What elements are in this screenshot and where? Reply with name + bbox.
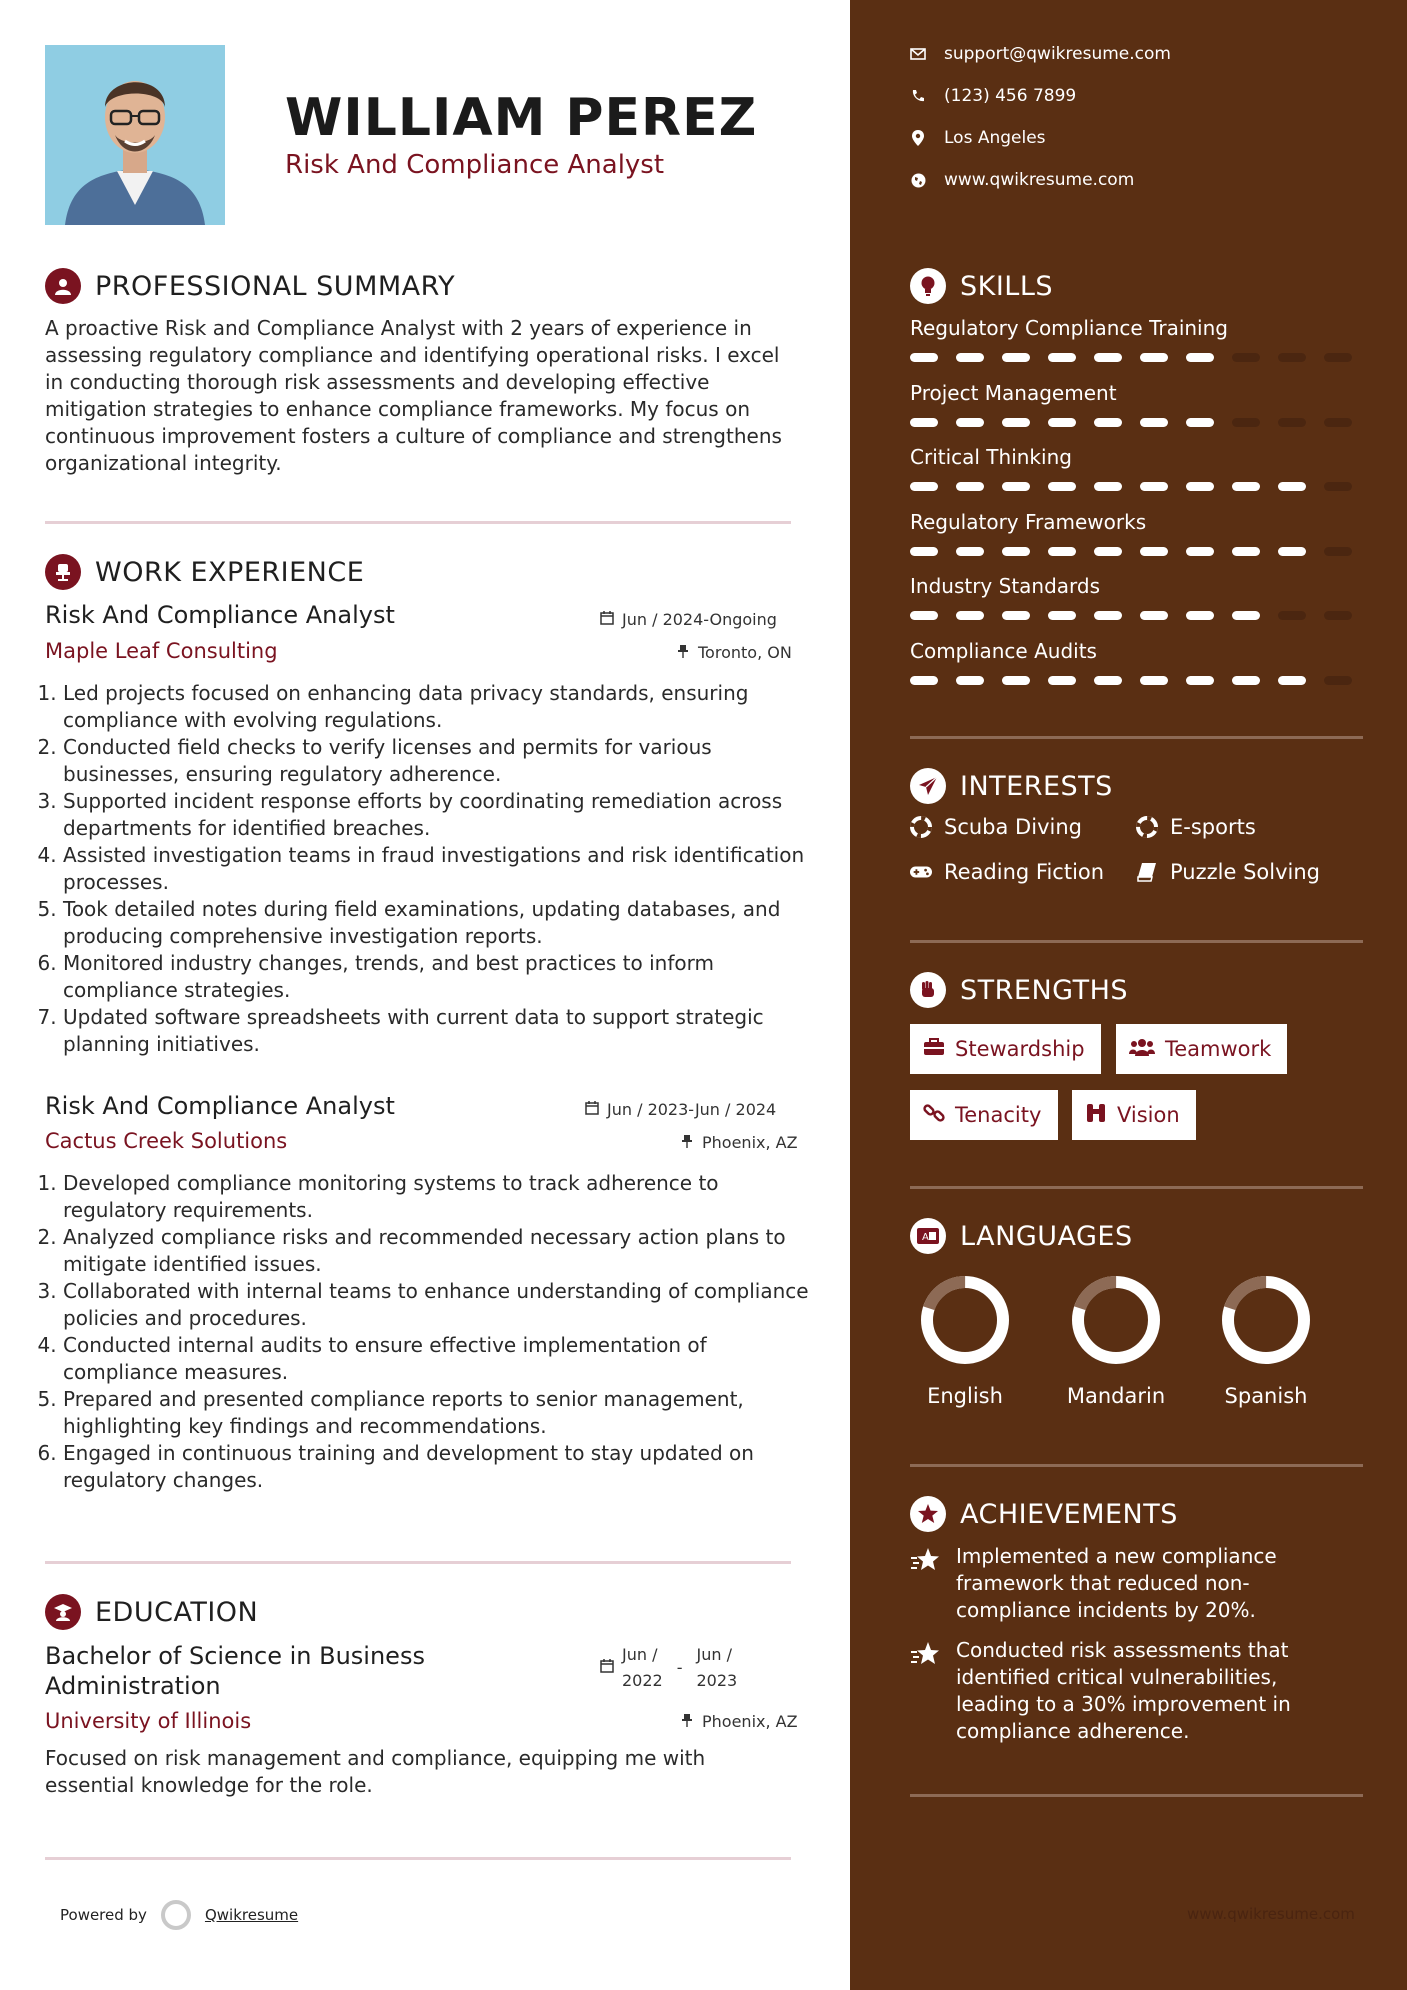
skill-level-dash: [1094, 482, 1122, 491]
location-text: Los Angeles: [944, 128, 1046, 148]
skill-level-dash: [1324, 353, 1352, 362]
skill-level-dash: [1324, 611, 1352, 620]
skill-level-dash: [1048, 547, 1076, 556]
experience-heading-text: WORK EXPERIENCE: [95, 556, 365, 588]
skill-level-dash: [910, 547, 938, 556]
skill-level-dash: [1186, 482, 1214, 491]
skill-level-dash: [956, 611, 984, 620]
star-badge-icon: [910, 1496, 946, 1532]
skill-level-dash: [1324, 418, 1352, 427]
skill-level-dash: [1048, 418, 1076, 427]
duty-item: 5. Prepared and presented compliance reports to senior management, highlighting key findings and recommendations.: [63, 1386, 813, 1440]
strength-label: Tenacity: [955, 1103, 1042, 1127]
envelope-icon: [910, 46, 926, 62]
interest-label: Puzzle Solving: [1170, 860, 1320, 884]
interest-item: [1136, 860, 1320, 884]
job-location-text: Toronto, ON: [698, 643, 792, 662]
qwikresume-logo-icon: [161, 1900, 191, 1930]
link-icon: [923, 1102, 945, 1129]
skill-level-dash: [1002, 418, 1030, 427]
job-dates-text: Jun / 2023-Jun / 2024: [607, 1100, 777, 1119]
language-level-ring: [1218, 1272, 1314, 1368]
skill-level-dash: [1324, 482, 1352, 491]
users-icon: [1129, 1037, 1155, 1061]
star-icon: [910, 1639, 940, 1669]
skill-level-dash: [1324, 547, 1352, 556]
languages-heading-text: LANGUAGES: [960, 1220, 1133, 1252]
calendar-icon: [600, 610, 614, 629]
skill-level-dash: [1278, 611, 1306, 620]
skill-level-bar: [910, 353, 1352, 362]
skill-level-dash: [910, 611, 938, 620]
job-duties: [45, 680, 813, 1058]
candidate-name: WILLIAM PEREZ: [285, 88, 758, 148]
duty-item: 2. Analyzed compliance risks and recommended necessary action plans to mitigate identified issues.: [63, 1224, 813, 1278]
skill-level-dash: [956, 547, 984, 556]
skill-level-dash: [1278, 676, 1306, 685]
duty-item: 6. Engaged in continuous training and development to stay updated on regulatory changes.: [63, 1440, 813, 1494]
skill-level-dash: [910, 482, 938, 491]
skill-level-dash: [1278, 547, 1306, 556]
job-location: [676, 643, 792, 662]
strength-chip: [1116, 1024, 1287, 1074]
fist-icon: [910, 972, 946, 1008]
skill-level-dash: [1232, 547, 1260, 556]
pin-icon: [680, 1133, 694, 1152]
degree: [45, 1641, 425, 1701]
skill-level-bar: [910, 482, 1352, 491]
skill-level-dash: [1186, 611, 1214, 620]
skill-level-dash: [956, 418, 984, 427]
skill-level-dash: [1002, 676, 1030, 685]
gamepad-icon: [910, 861, 932, 883]
skill-level-dash: [1140, 418, 1168, 427]
skill-level-dash: [1186, 353, 1214, 362]
divider: [45, 1561, 791, 1564]
strength-label: Teamwork: [1165, 1037, 1272, 1061]
binoculars-icon: [1085, 1103, 1107, 1128]
education-end-month: Jun /: [696, 1645, 732, 1664]
education-heading-text: EDUCATION: [95, 1596, 259, 1628]
pin-icon: [676, 643, 690, 662]
job-location: [680, 1133, 798, 1152]
website-text[interactable]: www.qwikresume.com: [944, 170, 1135, 190]
skill-level-bar: [910, 611, 1352, 620]
skill-level-dash: [1094, 676, 1122, 685]
skill-level-dash: [1232, 482, 1260, 491]
skill-level-dash: [1002, 611, 1030, 620]
skill-name: Compliance Audits: [910, 638, 1097, 663]
education-end: [697, 1642, 738, 1694]
divider: [910, 1186, 1363, 1189]
education-start-month: Jun /: [622, 1645, 658, 1664]
pin-icon: [680, 1712, 694, 1731]
job-duties: [45, 1170, 813, 1494]
profile-photo: [45, 45, 225, 225]
phone-text[interactable]: (123) 456 7899: [944, 86, 1077, 106]
job-dates: [600, 610, 777, 629]
education-location-text: Phoenix, AZ: [702, 1712, 798, 1731]
skill-level-dash: [1094, 353, 1122, 362]
achievement-text: Implemented a new compliance framework that reduced non-compliance incidents by 20%.: [956, 1544, 1277, 1622]
interests-heading: [910, 768, 1113, 804]
duty-item: 7. Updated software spreadsheets with current data to support strategic planning initiatives.: [63, 1004, 813, 1058]
duty-item: 1. Developed compliance monitoring systems to track adherence to regulatory requirements.: [63, 1170, 813, 1224]
skill-level-dash: [1232, 418, 1260, 427]
skills-heading-text: SKILLS: [960, 270, 1054, 302]
skill-level-bar: [910, 418, 1352, 427]
skill-level-dash: [1002, 482, 1030, 491]
job-title: Risk And Compliance Analyst: [45, 601, 395, 629]
book-icon: [1136, 861, 1158, 883]
achievement-item: [910, 1543, 1326, 1624]
interest-label: E-sports: [1170, 815, 1256, 839]
education-end-year: 2023: [696, 1671, 738, 1690]
interest-item: [910, 860, 1104, 884]
skill-level-dash: [910, 418, 938, 427]
skill-level-dash: [1278, 418, 1306, 427]
languages-heading: [910, 1218, 1133, 1254]
contact-phone: [910, 86, 1076, 106]
skill-level-dash: [1002, 353, 1030, 362]
education-location: [680, 1712, 798, 1731]
skill-level-dash: [1186, 547, 1214, 556]
skill-level-bar: [910, 676, 1352, 685]
skill-level-dash: [1278, 482, 1306, 491]
user-icon: [45, 268, 81, 304]
achievements-heading: [910, 1496, 1178, 1532]
education-start: [622, 1642, 663, 1694]
skill-level-dash: [1186, 418, 1214, 427]
summary-text: A proactive Risk and Compliance Analyst with 2 years of experience in assessing regulatory compliance and identifying operational risks. I excel in conducting thorough risk assessments and developing effective mitigation strategies to enhance compliance frameworks. My focus on continuous improvement fosters a culture of compliance and strengthens organizational integrity.: [45, 316, 782, 475]
skill-level-dash: [1278, 353, 1306, 362]
skill-name: Regulatory Compliance Training: [910, 316, 1228, 340]
skill-level-dash: [1140, 482, 1168, 491]
star-icon: [910, 1545, 940, 1575]
translate-icon: [910, 1218, 946, 1254]
skill-level-dash: [910, 676, 938, 685]
powered-by-label: Powered by: [60, 1906, 147, 1924]
duty-item: 4. Conducted internal audits to ensure effective implementation of compliance measures.: [63, 1332, 813, 1386]
skill-level-dash: [1140, 676, 1168, 685]
job-dates: [585, 1100, 776, 1119]
skill-name: Industry Standards: [910, 574, 1101, 598]
interests-heading-text: INTERESTS: [960, 770, 1113, 802]
language-level-ring: [917, 1272, 1013, 1368]
skill-name: Regulatory Frameworks: [910, 509, 1147, 534]
strength-chip: [910, 1090, 1058, 1140]
summary-heading-text: PROFESSIONAL SUMMARY: [95, 270, 456, 302]
contact-website: [910, 170, 1134, 190]
brand-link[interactable]: Qwikresume: [204, 1906, 299, 1924]
skill-level-dash: [1094, 611, 1122, 620]
strength-chip: [910, 1024, 1101, 1074]
skill-level-dash: [1186, 676, 1214, 685]
globe-icon: [910, 172, 926, 188]
footer-site: www.qwikresume.com: [1187, 1905, 1355, 1923]
education-heading: [45, 1594, 258, 1630]
language-label: Spanish: [1224, 1384, 1308, 1408]
skill-level-dash: [956, 676, 984, 685]
education-dates: [600, 1642, 737, 1694]
strength-label: Stewardship: [955, 1037, 1085, 1061]
interest-label: Reading Fiction: [944, 860, 1105, 884]
skill-level-dash: [1048, 676, 1076, 685]
contact-email: [910, 44, 1171, 64]
school-name: University of Illinois: [45, 1709, 252, 1733]
skill-name: Critical Thinking: [910, 445, 1072, 469]
achievements-heading-text: ACHIEVEMENTS: [960, 1498, 1178, 1530]
duty-item: 4. Assisted investigation teams in fraud investigations and risk identification processes.: [63, 842, 813, 896]
achievement-text: Conducted risk assessments that identified critical vulnerabilities, leading to a 30% improvement in compliance adherence.: [956, 1638, 1291, 1743]
svg-text:A: A: [922, 1232, 929, 1243]
job-dates-text: Jun / 2024-Ongoing: [622, 610, 777, 629]
summary-heading: [45, 268, 455, 304]
map-pin-icon: [910, 130, 926, 146]
degree-line: Administration: [45, 1672, 221, 1700]
job-company: Cactus Creek Solutions: [45, 1129, 288, 1153]
skill-level-dash: [956, 482, 984, 491]
interest-item: [910, 815, 1082, 839]
duty-item: 2. Conducted field checks to verify licenses and permits for various businesses, ensuring regulatory adherence.: [63, 734, 813, 788]
contact-location: [910, 128, 1046, 148]
divider: [910, 736, 1363, 739]
email-text[interactable]: support@qwikresume.com: [944, 44, 1171, 64]
job-location-text: Phoenix, AZ: [702, 1133, 798, 1152]
date-separator: -: [676, 1658, 683, 1677]
duty-item: 3. Collaborated with internal teams to enhance understanding of compliance policies and procedures.: [63, 1278, 813, 1332]
strengths-heading: [910, 972, 1128, 1008]
skill-level-dash: [1232, 611, 1260, 620]
strength-label: Vision: [1117, 1103, 1180, 1127]
skill-level-dash: [1324, 676, 1352, 685]
strengths-heading-text: STRENGTHS: [960, 974, 1129, 1006]
experience-heading: [45, 554, 364, 590]
interest-label: Scuba Diving: [944, 815, 1082, 839]
language-label: English: [927, 1384, 1003, 1408]
duty-item: 1. Led projects focused on enhancing data privacy standards, ensuring compliance with evolving regulations.: [63, 680, 813, 734]
skill-level-dash: [1094, 418, 1122, 427]
powered-by: [60, 1900, 298, 1930]
degree-line: Bachelor of Science in Business: [45, 1642, 425, 1670]
paper-plane-icon: [910, 768, 946, 804]
lightbulb-icon: [910, 268, 946, 304]
skill-level-dash: [956, 353, 984, 362]
duty-item: 5. Took detailed notes during field examinations, updating databases, and producing comprehensive investigation reports.: [63, 896, 813, 950]
lifebuoy-icon: [910, 816, 932, 838]
briefcase-icon: [923, 1037, 945, 1061]
lifebuoy-icon: [1136, 816, 1158, 838]
skills-heading: [910, 268, 1053, 304]
divider: [45, 521, 791, 524]
skill-level-dash: [1048, 482, 1076, 491]
job-title: Risk And Compliance Analyst: [45, 1092, 395, 1120]
skill-level-dash: [1140, 547, 1168, 556]
job-company: Maple Leaf Consulting: [45, 639, 278, 663]
education-start-year: 2022: [622, 1671, 663, 1690]
divider: [45, 1857, 791, 1860]
divider: [910, 940, 1363, 943]
calendar-icon: [585, 1100, 599, 1119]
skill-level-dash: [1002, 547, 1030, 556]
divider: [910, 1464, 1363, 1467]
duty-item: 6. Monitored industry changes, trends, and best practices to inform compliance strategies.: [63, 950, 813, 1004]
education-description: Focused on risk management and compliance, equipping me with essential knowledge for the role.: [45, 1746, 706, 1797]
achievement-item: [910, 1637, 1326, 1745]
skill-level-dash: [1048, 353, 1076, 362]
skill-level-dash: [1232, 676, 1260, 685]
interest-item: [1136, 815, 1256, 839]
graduate-icon: [45, 1594, 81, 1630]
language-label: Mandarin: [1066, 1384, 1166, 1408]
skill-level-dash: [910, 353, 938, 362]
chair-icon: [45, 554, 81, 590]
skill-level-dash: [1140, 353, 1168, 362]
skill-level-dash: [1232, 353, 1260, 362]
skill-level-dash: [1140, 611, 1168, 620]
candidate-title: Risk And Compliance Analyst: [285, 150, 665, 180]
skill-level-dash: [1048, 611, 1076, 620]
skill-level-dash: [1094, 547, 1122, 556]
duty-item: 3. Supported incident response efforts by coordinating remediation across departments for identified breaches.: [63, 788, 813, 842]
strength-chip: [1072, 1090, 1196, 1140]
skill-name: Project Management: [910, 380, 1117, 405]
language-level-ring: [1068, 1272, 1164, 1368]
phone-icon: [910, 88, 926, 104]
divider: [910, 1794, 1363, 1797]
calendar-icon: [600, 1655, 614, 1681]
skill-level-bar: [910, 547, 1352, 556]
